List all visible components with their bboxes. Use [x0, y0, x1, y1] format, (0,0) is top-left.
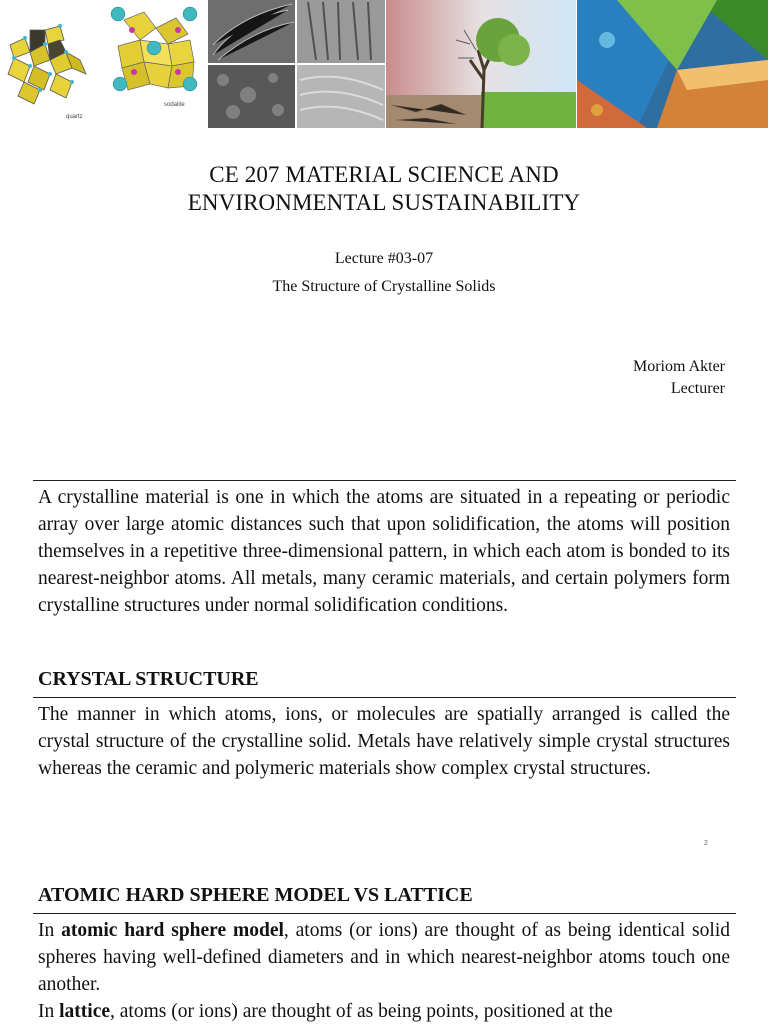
course-title-line-2: ENVIRONMENTAL SUSTAINABILITY [187, 190, 581, 215]
hard-sphere-text: , atoms (or ions) are thought of as being identical solid spheres having well-defined diameters and in which nearest-neighbor atoms touch one another. [38, 920, 730, 995]
sodalite-label: sodalite [164, 102, 185, 108]
crystal-structure-paragraph: The manner in which atoms, ions, or molecules are spatially arranged is called the crystal structure of the crystalline solid. Metals have relatively simple crystal structures whereas the ceramic and polymeric materials show complex crystal structures. [38, 704, 730, 779]
author-name: Moriom Akter [633, 358, 725, 375]
lecture-topic: The Structure of Crystalline Solids [272, 278, 496, 295]
lattice-text: , atoms (or ions) are thought of as being points, positioned at the [110, 1001, 613, 1022]
section-heading-hard-sphere: ATOMIC HARD SPHERE MODEL VS LATTICE [38, 884, 473, 906]
course-title [0, 161, 768, 217]
author-block [633, 356, 725, 400]
lecture-number: Lecture #03-07 [334, 250, 434, 267]
lecture-info [0, 245, 768, 301]
tree-drought-image [386, 0, 576, 128]
lattice-term: lattice [59, 1001, 111, 1022]
lattice-prefix: In [38, 1001, 60, 1022]
divider-hard-sphere [33, 913, 736, 914]
quartz-label: quartz [66, 114, 83, 120]
hard-sphere-prefix: In [38, 920, 62, 941]
divider-crystal-structure [33, 697, 736, 698]
hard-sphere-term: atomic hard sphere model [61, 920, 284, 941]
intro-paragraph: A crystalline material is one in which the atoms are situated in a repeating or periodic array over large atomic distances such that upon solidification, the atoms will position themselves in a repetitive three-dimensional pattern, in which each atom is bonded to its nearest-neighbor atoms. All metals, many ceramic materials, and certain polymers form crystalline structures under normal solidification conditions. [38, 487, 730, 616]
quartz-structure-image [0, 0, 104, 128]
sodalite-structure-image [104, 0, 208, 128]
divider-top [33, 480, 736, 481]
hard-sphere-paragraph [38, 917, 730, 998]
author-role: Lecturer [670, 380, 725, 397]
page-number: 2 [704, 840, 708, 847]
section-heading-crystal-structure: CRYSTAL STRUCTURE [38, 668, 259, 690]
course-title-line-1: CE 207 MATERIAL SCIENCE AND [209, 162, 559, 187]
header-banner [0, 0, 768, 128]
nature-collage-image [577, 0, 768, 128]
microstructure-collage-image [208, 0, 385, 128]
lattice-paragraph [38, 998, 730, 1025]
